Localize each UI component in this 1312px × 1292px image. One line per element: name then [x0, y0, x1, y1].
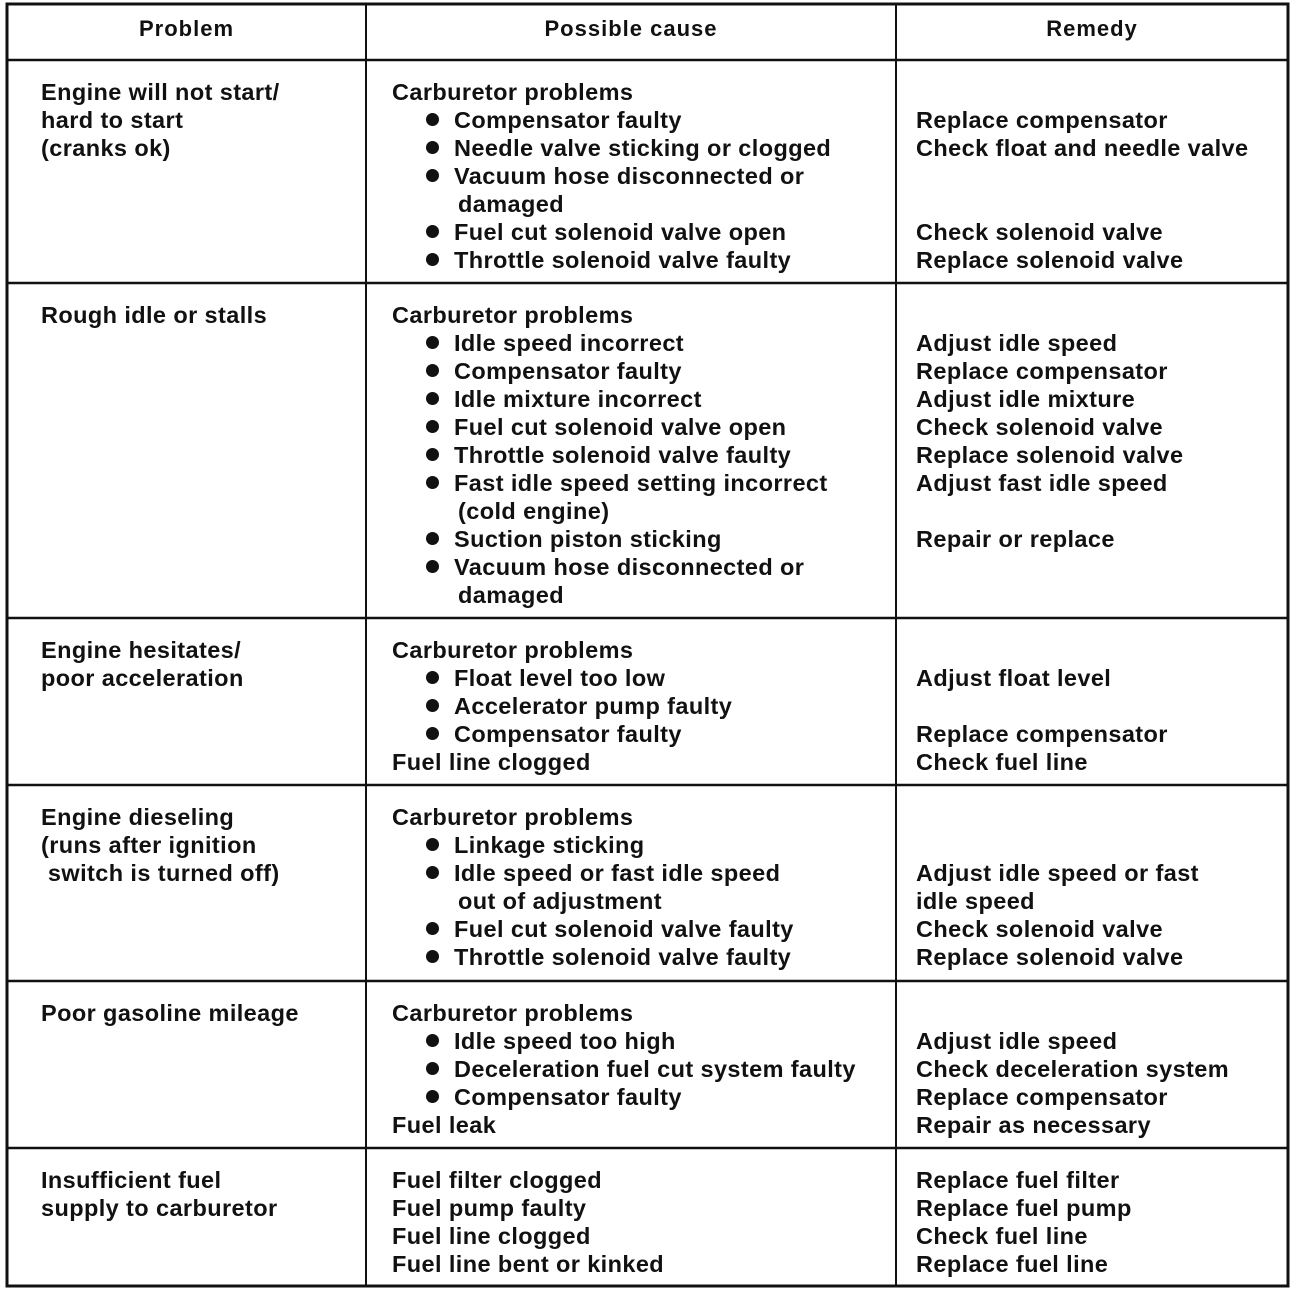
cause-bullet-item [426, 441, 791, 469]
bullet-icon [426, 1062, 439, 1075]
bullet-icon [426, 448, 439, 461]
remedy-text: Check float and needle valve [916, 135, 1249, 161]
cause-label: Fuel line clogged [392, 749, 591, 775]
remedy-text: Repair or replace [916, 526, 1115, 552]
cause-bullet-item [426, 1055, 856, 1083]
bullet-icon [426, 922, 439, 935]
bullet-icon [426, 560, 439, 573]
cause-bullet-item [426, 246, 791, 274]
remedy-text: Adjust float level [916, 665, 1112, 691]
remedy-text: Adjust fast idle speed [916, 470, 1168, 496]
bullet-icon [426, 1090, 439, 1103]
bullet-icon [426, 532, 439, 545]
cause-bullet-item [426, 385, 702, 413]
bullet-icon [426, 169, 439, 182]
cause-label: (cold engine) [458, 498, 610, 524]
cause-bullet-item [426, 720, 682, 748]
cause-label: Float level too low [454, 665, 666, 691]
remedy-text: idle speed [916, 888, 1035, 914]
cause-label: out of adjustment [458, 888, 662, 914]
cause-label: Throttle solenoid valve faulty [454, 944, 792, 970]
cause-text [458, 497, 609, 525]
cause-label: damaged [458, 582, 564, 608]
bullet-icon [426, 364, 439, 377]
remedy-text: Replace fuel pump [916, 1195, 1132, 1221]
cause-label: Compensator faulty [454, 107, 682, 133]
remedy-text: Adjust idle speed [916, 330, 1118, 356]
cause-label: Fuel cut solenoid valve open [454, 414, 787, 440]
problem-text: (cranks ok) [41, 135, 171, 161]
cause-label: Compensator faulty [454, 1084, 682, 1110]
cause-bullet-item [426, 692, 732, 720]
remedy-text: Replace compensator [916, 721, 1168, 747]
cause-bullet-item [426, 664, 665, 692]
cause-label: Carburetor problems [392, 804, 634, 830]
cause-label: Carburetor problems [392, 79, 634, 105]
cause-label: Deceleration fuel cut system faulty [454, 1056, 856, 1082]
bullet-icon [426, 141, 439, 154]
bullet-icon [426, 1034, 439, 1047]
problem-text: Engine dieseling [41, 804, 235, 830]
cause-bullet-item [426, 218, 786, 246]
cause-bullet-item [426, 329, 684, 357]
cause-label: Compensator faulty [454, 358, 682, 384]
problem-text: Insufficient fuel [41, 1167, 222, 1193]
cause-label: Linkage sticking [454, 832, 645, 858]
bullet-icon [426, 950, 439, 963]
cause-text [392, 78, 633, 106]
cause-label: Vacuum hose disconnected or [454, 554, 805, 580]
remedy-text: Check solenoid valve [916, 916, 1164, 942]
cause-label: Carburetor problems [392, 302, 634, 328]
cause-bullet-item [426, 413, 786, 441]
cause-label: Fuel line clogged [392, 1223, 591, 1249]
remedy-text: Adjust idle speed [916, 1028, 1118, 1054]
cause-label: damaged [458, 191, 564, 217]
bullet-icon [426, 866, 439, 879]
header-remedy: Remedy [1046, 16, 1138, 41]
cause-text [392, 636, 633, 664]
cause-text [392, 1250, 664, 1278]
cause-label: Carburetor problems [392, 1000, 634, 1026]
remedy-text: Check fuel line [916, 749, 1088, 775]
remedy-text: Replace compensator [916, 358, 1168, 384]
problem-text: poor acceleration [41, 665, 244, 691]
cause-bullet-item [426, 525, 722, 553]
remedy-text: Replace fuel line [916, 1251, 1109, 1277]
bullet-icon [426, 225, 439, 238]
problem-text: Rough idle or stalls [41, 302, 268, 328]
problem-text: (runs after ignition [41, 832, 257, 858]
cause-label: Suction piston sticking [454, 526, 722, 552]
bullet-icon [426, 476, 439, 489]
cause-text [392, 803, 633, 831]
cause-label: Fuel pump faulty [392, 1195, 587, 1221]
cause-bullet-item [426, 106, 682, 134]
cause-text [458, 887, 662, 915]
cause-label: Needle valve sticking or clogged [454, 135, 832, 161]
remedy-text: Check fuel line [916, 1223, 1088, 1249]
remedy-text: Replace compensator [916, 107, 1168, 133]
header-problem: Problem [138, 16, 235, 41]
remedy-text: Replace solenoid valve [916, 247, 1184, 273]
cause-label: Idle speed incorrect [454, 330, 685, 356]
cause-text [458, 190, 564, 218]
cause-text [392, 1166, 602, 1194]
cause-text [392, 1111, 496, 1139]
cause-bullet-item [426, 162, 804, 190]
remedy-text: Check solenoid valve [916, 219, 1164, 245]
cause-label: Throttle solenoid valve faulty [454, 442, 792, 468]
bullet-icon [426, 113, 439, 126]
cause-bullet-item [426, 134, 831, 162]
remedy-text: Replace fuel filter [916, 1167, 1120, 1193]
problem-text: Engine hesitates/ [41, 637, 242, 663]
cause-label: Fuel line bent or kinked [392, 1251, 665, 1277]
remedy-text: Check solenoid valve [916, 414, 1164, 440]
cause-label: Fuel cut solenoid valve open [454, 219, 787, 245]
cause-label: Fuel cut solenoid valve faulty [454, 916, 794, 942]
cause-bullet-item [426, 859, 780, 887]
cause-label: Idle speed too high [454, 1028, 676, 1054]
cause-text [392, 1194, 586, 1222]
problem-text: Engine will not start/ [41, 79, 280, 105]
cause-label: Fast idle speed setting incorrect [454, 470, 828, 496]
cause-text [458, 581, 564, 609]
bullet-icon [426, 392, 439, 405]
cause-label: Fuel filter clogged [392, 1167, 602, 1193]
bullet-icon [426, 671, 439, 684]
problem-text: Poor gasoline mileage [41, 1000, 299, 1026]
cause-text [392, 301, 633, 329]
remedy-text: Replace compensator [916, 1084, 1168, 1110]
cause-bullet-item [426, 915, 794, 943]
header-possible-cause: Possible cause [544, 16, 718, 41]
remedy-text: Check deceleration system [916, 1056, 1230, 1082]
cause-label: Idle speed or fast idle speed [454, 860, 781, 886]
remedy-text: Repair as necessary [916, 1112, 1151, 1138]
cause-label: Vacuum hose disconnected or [454, 163, 805, 189]
cause-bullet-item [426, 943, 791, 971]
bullet-icon [426, 253, 439, 266]
cause-bullet-item [426, 1083, 682, 1111]
cause-label: Fuel leak [392, 1112, 497, 1138]
cause-bullet-item [426, 831, 645, 859]
cause-label: Carburetor problems [392, 637, 634, 663]
bullet-icon [426, 727, 439, 740]
problem-text: hard to start [41, 107, 184, 133]
cause-label: Throttle solenoid valve faulty [454, 247, 792, 273]
cause-bullet-item [426, 469, 828, 497]
problem-text: supply to carburetor [41, 1195, 278, 1221]
cause-bullet-item [426, 357, 682, 385]
remedy-text: Adjust idle mixture [916, 386, 1136, 412]
bullet-icon [426, 420, 439, 433]
remedy-text: Replace solenoid valve [916, 944, 1184, 970]
remedy-text: Adjust idle speed or fast [916, 860, 1199, 886]
cause-label: Idle mixture incorrect [454, 386, 702, 412]
cause-bullet-item [426, 1027, 676, 1055]
bullet-icon [426, 699, 439, 712]
cause-text [392, 1222, 591, 1250]
cause-label: Accelerator pump faulty [454, 693, 733, 719]
remedy-text: Replace solenoid valve [916, 442, 1184, 468]
cause-text [392, 999, 633, 1027]
bullet-icon [426, 336, 439, 349]
problem-text: switch is turned off) [41, 860, 280, 886]
bullet-icon [426, 838, 439, 851]
cause-text [392, 748, 591, 776]
cause-label: Compensator faulty [454, 721, 682, 747]
cause-bullet-item [426, 553, 804, 581]
